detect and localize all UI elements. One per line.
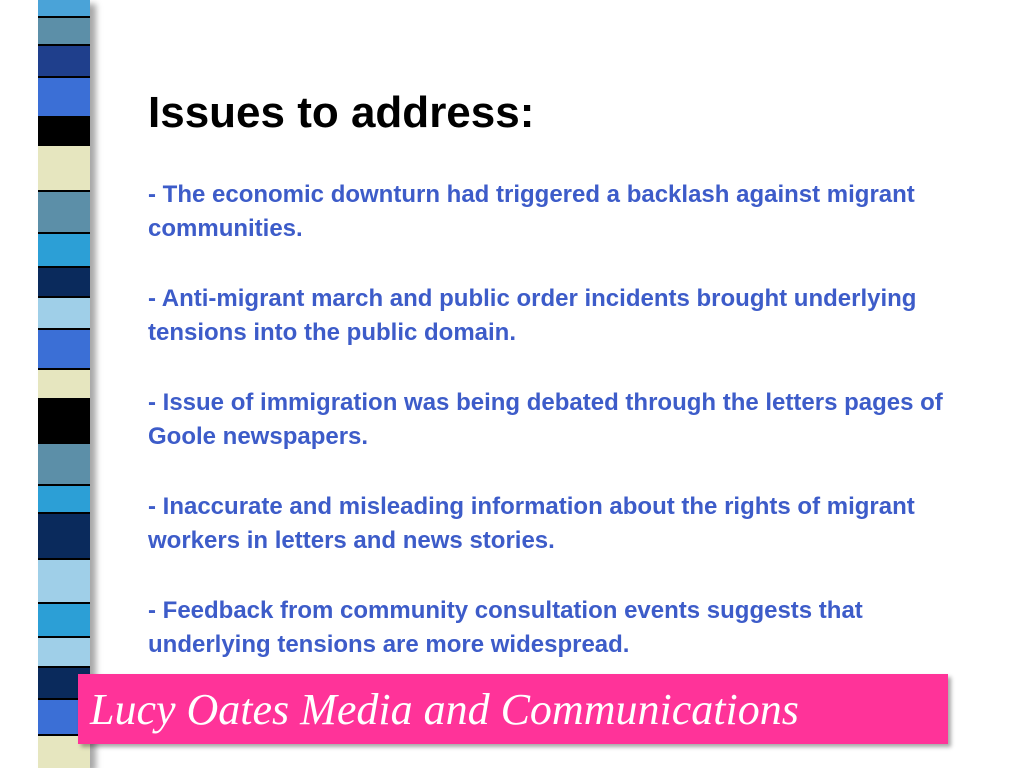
bullet-list xyxy=(148,178,968,698)
slide-title: Issues to address: xyxy=(148,88,535,137)
stripe-block xyxy=(38,118,90,146)
bullet-item: - Feedback from community consultation events suggests that underlying tensions are more widespread. xyxy=(148,597,863,658)
stripe-block xyxy=(38,330,90,370)
stripe-block xyxy=(38,514,90,560)
bullet-item: - The economic downturn had triggered a backlash against migrant communities. xyxy=(148,181,915,242)
footer-text: Lucy Oates Media and Communications xyxy=(90,685,799,734)
stripe-block xyxy=(38,146,90,192)
stripe-block xyxy=(38,234,90,268)
stripe-block xyxy=(38,268,90,298)
decorative-stripe xyxy=(38,0,90,768)
stripe-block xyxy=(38,486,90,514)
stripe-block xyxy=(38,638,90,668)
stripe-block xyxy=(38,604,90,638)
stripe-block xyxy=(38,0,90,18)
stripe-block xyxy=(38,298,90,330)
bullet-item: - Anti-migrant march and public order incidents brought underlying tensions into the public domain. xyxy=(148,285,917,346)
stripe-block xyxy=(38,46,90,78)
stripe-block xyxy=(38,560,90,604)
stripe-block xyxy=(38,444,90,486)
stripe-block xyxy=(38,18,90,46)
bullet-item: - Inaccurate and misleading information about the rights of migrant workers in letters and news stories. xyxy=(148,493,915,554)
stripe-block xyxy=(38,78,90,118)
stripe-block xyxy=(38,400,90,444)
bullet-item: - Issue of immigration was being debated through the letters pages of Goole newspapers. xyxy=(148,389,943,450)
stripe-block xyxy=(38,370,90,400)
footer-banner xyxy=(78,674,948,744)
stripe-block xyxy=(38,192,90,234)
